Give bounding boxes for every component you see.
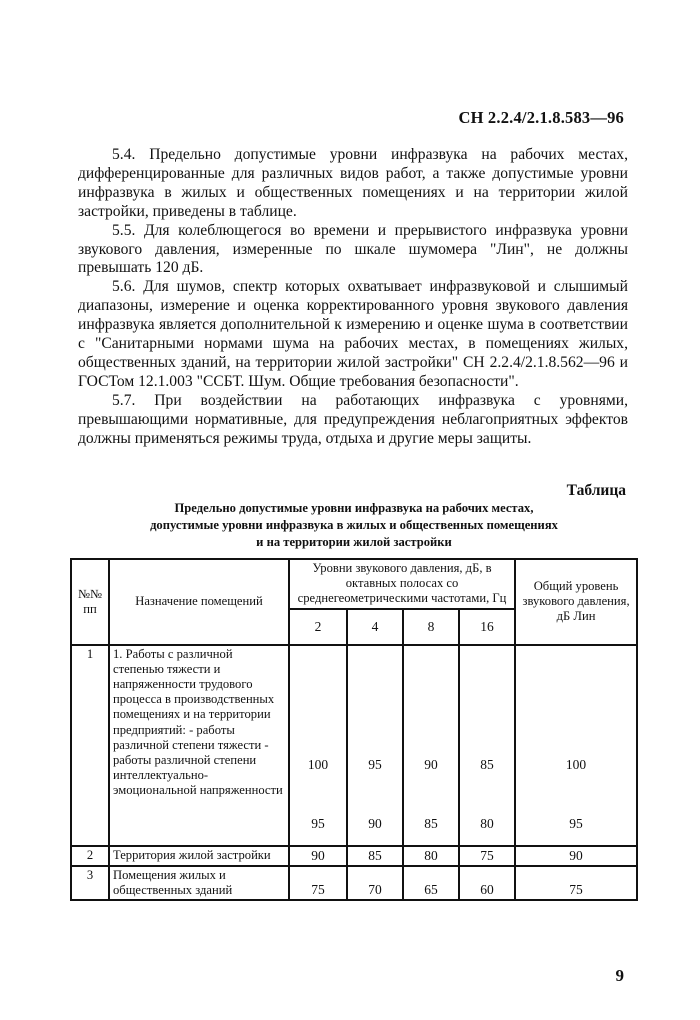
body-text [78, 146, 628, 449]
row-number: 2 [71, 846, 109, 866]
total-level-cell [515, 645, 637, 846]
level-value: 60 [459, 866, 515, 900]
level-value: 90 [368, 815, 382, 831]
row-room-purpose: Помещения жилых и общественных зданий [109, 866, 289, 900]
level-value: 90 [289, 846, 347, 866]
level-value: 85 [480, 756, 494, 772]
paragraph-5-4: 5.4. Предельно допустимые уровни инфразвука на рабочих местах, дифференцированные для различных видов работ, а также допустимые уровни инфразвука в жилых и общественных помещениях и на территории жилой застройки, приведены в таблице. [78, 146, 628, 220]
level-cell [347, 645, 403, 846]
table-caption-line: допустимые уровни инфразвука в жилых и общественных помещениях [150, 518, 558, 532]
total-level-value: 100 [565, 756, 587, 772]
header-frequency: 8 [403, 609, 459, 645]
level-value: 95 [311, 815, 325, 831]
level-value: 85 [424, 815, 438, 831]
level-value: 70 [347, 866, 403, 900]
level-value: 75 [289, 866, 347, 900]
row-room-purpose: Территория жилой застройки [109, 846, 289, 866]
paragraph-5-7: 5.7. При воздействии на работающих инфразвука с уровнями, превышающими нормативные, для предупреждения неблагоприятных эффектов должны применяться режимы труда, отдыха и другие меры защиты. [78, 391, 628, 447]
level-cell [403, 645, 459, 846]
paragraph-5-5: 5.5. Для колеблющегося во времени и прерывистого инфразвука уровни звукового давления, измеренные по шкале шумомера "Лин", не должны превышать 120 дБ. [78, 221, 628, 277]
row-number: 3 [71, 866, 109, 900]
table-label: Таблица [566, 482, 626, 499]
level-cell [459, 645, 515, 846]
table-caption-line: Предельно допустимые уровни инфразвука на рабочих местах, [174, 501, 534, 515]
table-caption-line: и на территории жилой застройки [256, 535, 452, 549]
header-frequency: 16 [459, 609, 515, 645]
level-cell [289, 645, 347, 846]
table-row [71, 846, 637, 866]
level-value: 80 [480, 815, 494, 831]
table-row [71, 645, 637, 846]
level-value: 80 [403, 846, 459, 866]
row-room-purpose: 1. Работы с различной степенью тяжести и напряженности трудового процесса в производственных помещениях и на территории предприятий: - работы различной степени тяжести - работы различной степени интеллектуально-эмоциональной напряженности [109, 645, 289, 846]
header-frequency: 2 [289, 609, 347, 645]
level-value: 65 [403, 866, 459, 900]
row-number: 1 [71, 645, 109, 846]
document-code: СН 2.2.4/2.1.8.583—96 [458, 108, 624, 127]
header-total-level: Общий уровень звукового давления, дБ Лин [515, 559, 637, 645]
table-row [71, 866, 637, 900]
header-room-purpose: Назначение помещений [109, 559, 289, 645]
total-level-value: 90 [515, 846, 637, 866]
paragraph-5-6: 5.6. Для шумов, спектр которых охватывает инфразвуковой и слышимый диапазоны, измерение и оценка корректированного уровня звукового давления инфразвука является дополнительной к измерению и оценке шума в соответствии с "Санитарными нормами шума на рабочих местах, в помещениях жилых, общественных зданий, на территории жилой застройки" СН 2.2.4/2.1.8.562—96 и ГОСТом 12.1.003 "ССБТ. Шум. Общие требования безопасности". [78, 278, 628, 390]
table-caption [78, 500, 630, 551]
level-value: 100 [307, 756, 329, 772]
page-number: 9 [615, 966, 624, 985]
header-number: №№ пп [71, 559, 109, 645]
level-value: 85 [347, 846, 403, 866]
header-frequency: 4 [347, 609, 403, 645]
infrasound-norms-table [70, 558, 638, 901]
level-value: 95 [368, 756, 382, 772]
level-value: 75 [459, 846, 515, 866]
total-level-value: 75 [515, 866, 637, 900]
header-octave-levels: Уровни звукового давления, дБ, в октавных полосах со среднегеометрическими частотами, Гц [289, 559, 515, 609]
total-level-value: 95 [569, 815, 583, 831]
level-value: 90 [424, 756, 438, 772]
